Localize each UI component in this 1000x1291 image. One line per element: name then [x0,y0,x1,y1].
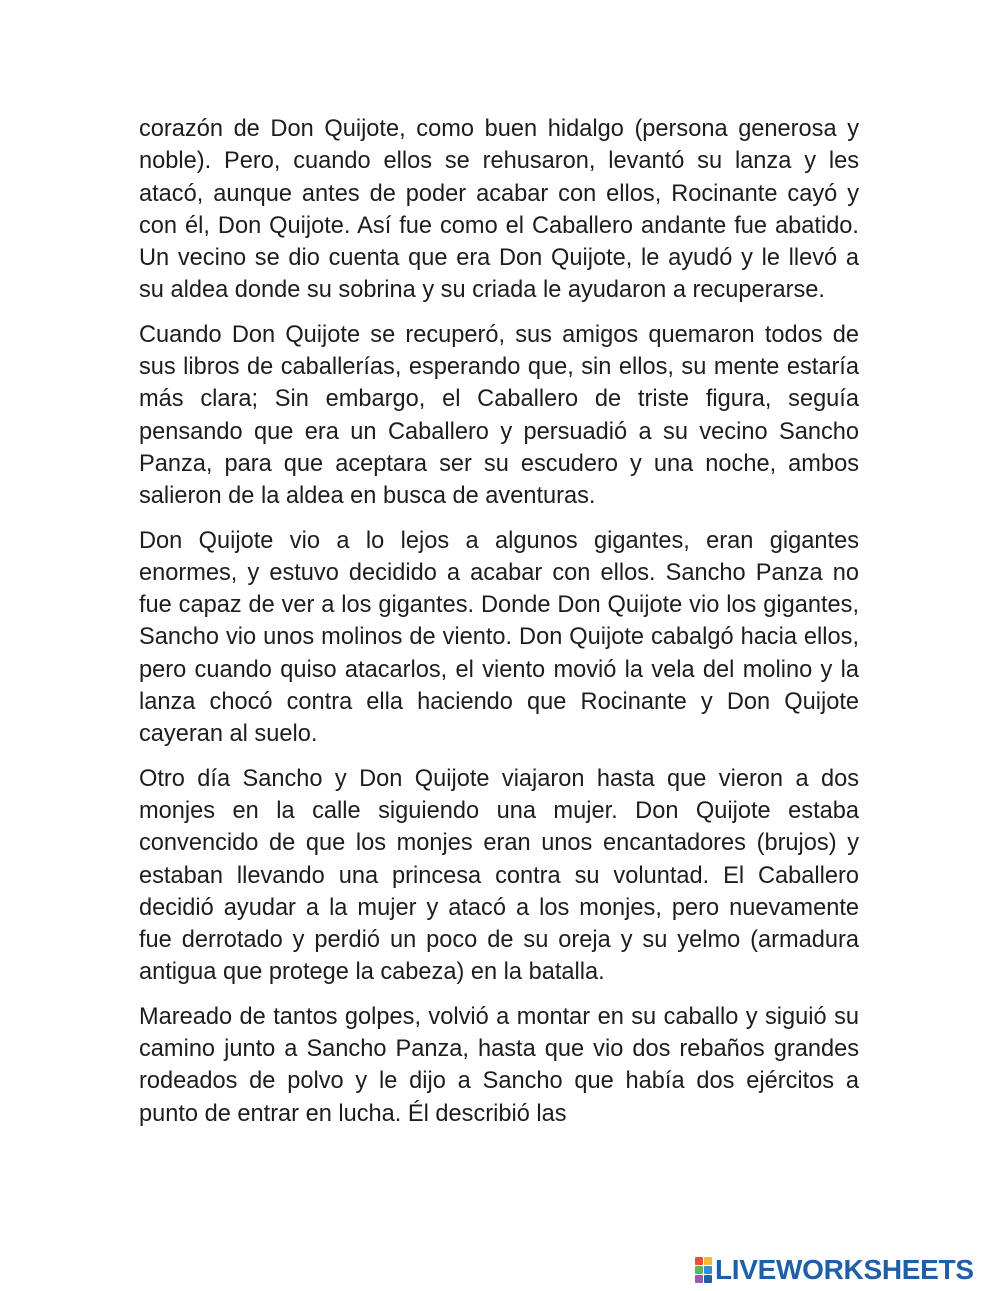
paragraph-1: corazón de Don Quijote, como buen hidalgo (persona generosa y noble). Pero, cuando ellos se rehusaron, levantó su lanza y les atacó, aunque antes de poder acabar con ellos, Rocinante cayó y con él, Don Quijote. Así fue como el Caballero andante fue abatido. Un vecino se dio cuenta que era Don Quijote, le ayudó y le llevó a su aldea donde su sobrina y su criada le ayudaron a recuperarse. [139,116,859,304]
watermark-text: LIVEWORKSHEETS [715,1254,974,1285]
liveworksheets-logo-icon [695,1257,712,1283]
paragraph-3: Don Quijote vio a lo lejos a algunos gigantes, eran gigantes enormes, y estuvo decidido a acabar con ellos. Sancho Panza no fue capaz de ver a los gigantes. Donde Don Quijote vio los gigantes, Sancho vio unos molinos de viento. Don Quijote cabalgó hacia ellos, pero cuando quiso atacarlos, el viento movió la vela del molino y la lanza chocó contra ella haciendo que Rocinante y Don Quijote cayeran al suelo. [139,527,859,748]
paragraph-5: Mareado de tantos golpes, volvió a montar en su caballo y siguió su camino junto a Sancho Panza, hasta que vio dos rebaños grandes rodeados de polvo y le dijo a Sancho que había dos ejércitos a punto de entrar en lucha. Él describió las [139,1003,859,1127]
document-body [139,113,859,1142]
paragraph-4: Otro día Sancho y Don Quijote viajaron hasta que vieron a dos monjes en la calle siguiendo una mujer. Don Quijote estaba convencido de que los monjes eran unos encantadores (brujos) y estaban llevando una princesa contra su voluntad. El Caballero decidió ayudar a la mujer y atacó a los monjes, pero nuevamente fue derrotado y perdió un poco de su oreja y su yelmo (armadura antigua que protege la cabeza) en la batalla. [139,765,859,986]
paragraph-2: Cuando Don Quijote se recuperó, sus amigos quemaron todos de sus libros de caballerías, esperando que, sin ellos, su mente estaría más clara; Sin embargo, el Caballero de triste figura, seguía pensando que era un Caballero y persuadió a su vecino Sancho Panza, para que aceptara ser su escudero y una noche, ambos salieron de la aldea en busca de aventuras. [139,321,859,510]
liveworksheets-watermark [695,1255,974,1285]
